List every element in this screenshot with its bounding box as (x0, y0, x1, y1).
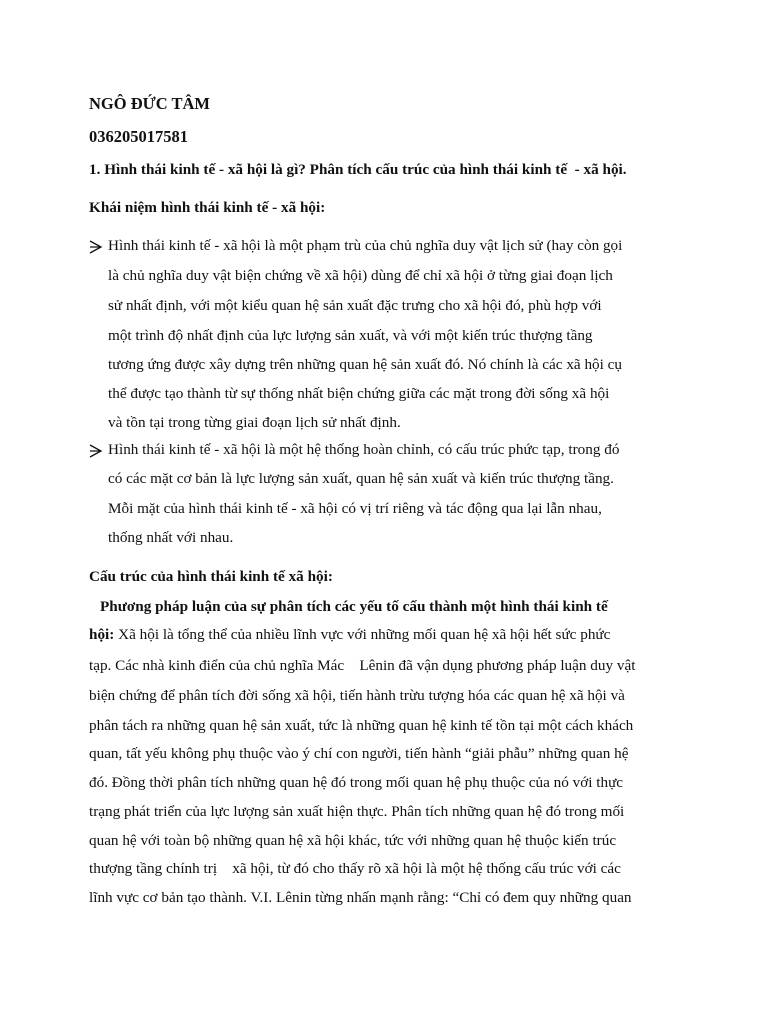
structure-paragraph-first: Xã hội là tổng thể của nhiều lĩnh vực với những mối quan hệ xã hội hết sức phức (114, 626, 611, 643)
structure-paragraph-line: phân tách ra những quan hệ sản xuất, tức là những quan hệ kinh tế tồn tại một cách khách (89, 717, 634, 734)
concept-bullet-2-line: Mỗi mặt của hình thái kinh tế - xã hội có vị trí riêng và tác động qua lại lẫn nhau, (108, 500, 602, 517)
concept-bullet-2-line: có các mặt cơ bản là lực lượng sản xuất, quan hệ sản xuất và kiến trúc thượng tầng. (108, 470, 614, 487)
structure-paragraph-line: trạng phát triển của lực lượng sản xuất hiện thực. Phân tích những quan hệ đó trong mối (89, 803, 625, 820)
structure-subheading-end: hội: (89, 626, 115, 643)
question-title: 1. Hình thái kinh tế - xã hội là gì? Phân tích cấu trúc của hình thái kinh tế - xã hội. (89, 161, 627, 178)
concept-bullet-2-line: thống nhất với nhau. (108, 529, 234, 546)
concept-bullet-1-line: tương ứng được xây dựng trên những quan hệ sản xuất đó. Nó chính là các xã hội cụ (108, 356, 622, 373)
structure-paragraph-line: tạp. Các nhà kinh điển của chủ nghĩa Mác Lênin đã vận dụng phương pháp luận duy vật (89, 657, 636, 674)
structure-subheading: Phương pháp luận của sự phân tích các yếu tố cấu thành một hình thái kinh tế (100, 598, 608, 615)
concept-bullet-1-line: thể được tạo thành từ sự thống nhất biện chứng giữa các mặt trong đời sống xã hội (108, 385, 610, 402)
structure-paragraph-line: thượng tầng chính trị xã hội, từ đó cho thấy rõ xã hội là một hệ thống cấu trúc với các (89, 860, 621, 877)
structure-paragraph-line: biện chứng để phân tích đời sống xã hội, tiến hành trừu tượng hóa các quan hệ xã hội và (89, 687, 625, 704)
structure-paragraph-line: quan, tất yếu không phụ thuộc vào ý chí con người, tiến hành “giải phẫu” những quan hệ (89, 745, 629, 762)
structure-paragraph-line: quan hệ với toàn bộ những quan hệ xã hội khác, tức với những quan hệ thuộc kiến trúc (89, 832, 617, 849)
student-id: 036205017581 (89, 127, 188, 146)
concept-bullet-1-line: Hình thái kinh tế - xã hội là một phạm trù của chủ nghĩa duy vật lịch sử (hay còn gọi (108, 237, 623, 254)
structure-paragraph-line: đó. Đồng thời phân tích những quan hệ đó trong mối quan hệ phụ thuộc của nó với thực (89, 774, 624, 791)
concept-bullet-2-line: Hình thái kinh tế - xã hội là một hệ thống hoàn chỉnh, có cấu trúc phức tạp, trong đó (108, 441, 620, 458)
structure-paragraph-line (89, 625, 610, 645)
structure-paragraph-line: lĩnh vực cơ bản tạo thành. V.I. Lênin từng nhấn mạnh rằng: “Chỉ có đem quy những quan (89, 889, 632, 906)
arrow-bullet-icon (89, 240, 103, 254)
concept-bullet-1-line: và tồn tại trong từng giai đoạn lịch sử nhất định. (108, 414, 401, 431)
arrow-bullet-icon (89, 444, 103, 458)
concept-bullet-1-line: một trình độ nhất định của lực lượng sản xuất, và với một kiến trúc thượng tầng (108, 327, 593, 344)
concept-heading: Khái niệm hình thái kinh tế - xã hội: (89, 199, 326, 216)
structure-heading: Cấu trúc của hình thái kinh tế xã hội: (89, 568, 333, 585)
author-name: NGÔ ĐỨC TÂM (89, 94, 210, 113)
concept-bullet-1-line: là chủ nghĩa duy vật biện chứng về xã hội) dùng để chỉ xã hội ở từng giai đoạn lịch (108, 267, 613, 284)
concept-bullet-1-line: sử nhất định, với một kiểu quan hệ sản xuất đặc trưng cho xã hội đó, phù hợp với (108, 297, 602, 314)
